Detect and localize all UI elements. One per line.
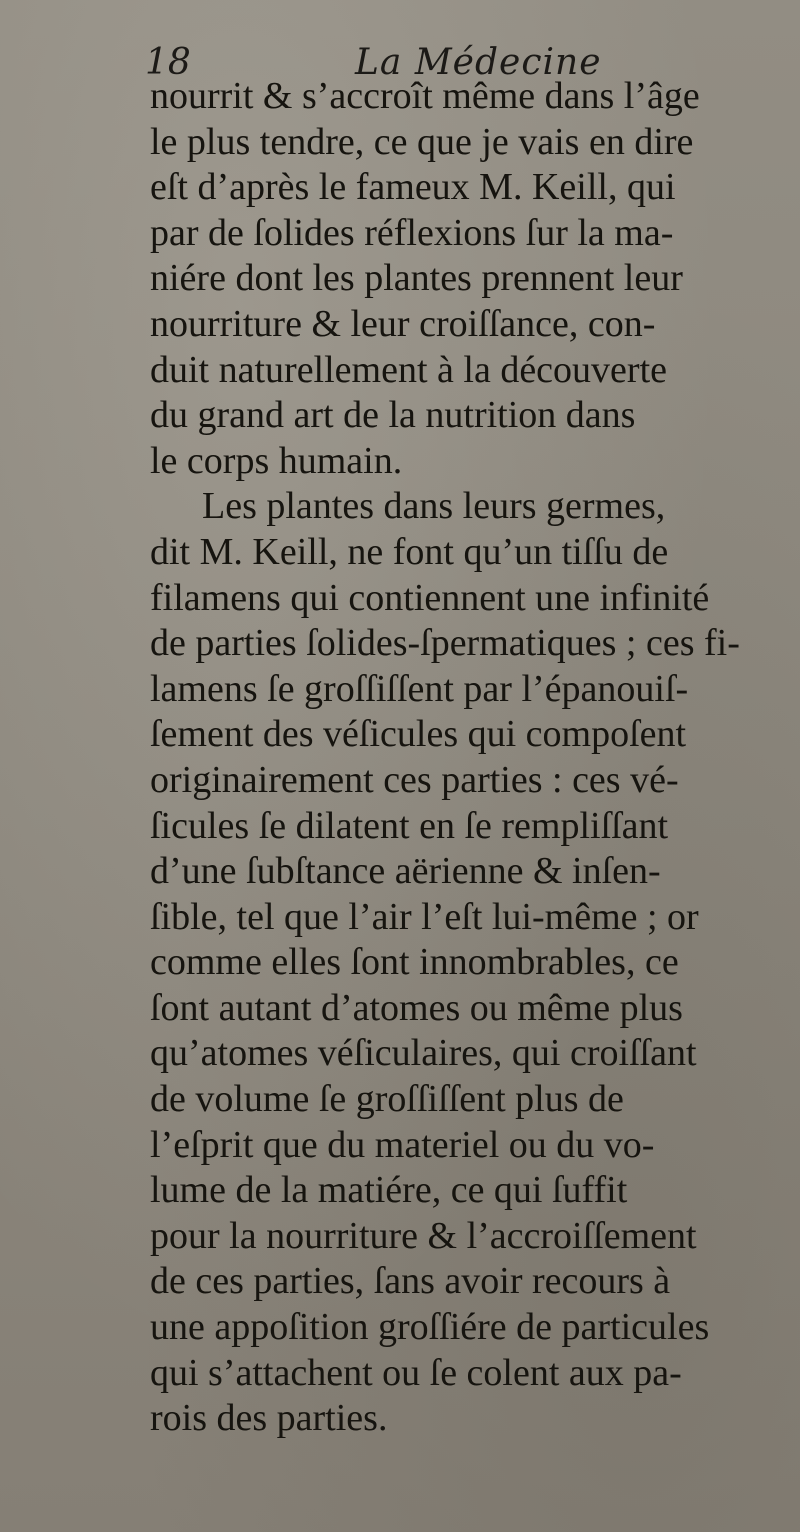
text-line: lume de la matiére, ce qui ſuffit — [150, 1169, 628, 1212]
text-line: niére dont les plantes prennent leur — [150, 257, 683, 300]
text-line: comme elles ſont innombrables, ce — [150, 941, 679, 984]
text-line: ſont autant d’atomes ou même plus — [150, 986, 683, 1029]
text-line: de parties ſolides-ſpermatiques ; ces fi- — [150, 622, 740, 665]
text-line: du grand art de la nutrition dans — [150, 394, 636, 437]
text-line: duit naturellement à la découverte — [150, 348, 667, 391]
running-title: La Médecine — [355, 42, 602, 83]
text-line: le corps humain. — [150, 439, 403, 482]
text-line: d’une ſubſtance aërienne & inſen- — [150, 850, 661, 893]
text-line: de volume ſe groſſiſſent plus de — [150, 1078, 624, 1121]
text-line: lamens ſe groſſiſſent par l’épanouiſ- — [150, 667, 689, 710]
text-line: ſement des véſicules qui compoſent — [150, 713, 687, 756]
text-line: eſt d’après le fameux M. Keill, qui — [150, 166, 676, 209]
text-line: filamens qui contiennent une infinité — [150, 576, 710, 619]
text-line: originairement ces parties : ces vé- — [150, 758, 679, 801]
text-line: pour la nourriture & l’accroiſſement — [150, 1214, 697, 1257]
text-line: qui s’attachent ou ſe colent aux pa- — [150, 1351, 682, 1394]
text-line: nourrit & s’accroît même dans l’âge — [150, 75, 700, 117]
paragraph-start-line: Les plantes dans leurs germes, — [202, 485, 666, 528]
text-line: une appoſition groſſiére de particules — [150, 1306, 710, 1349]
page-number: 18 — [145, 42, 191, 83]
text-line: qu’atomes véſiculaires, qui croiſſant — [150, 1032, 697, 1075]
text-line: l’eſprit que du materiel ou du vo- — [150, 1123, 655, 1166]
text-line: ſicules ſe dilatent en ſe rempliſſant — [150, 804, 669, 847]
text-line: rois des parties. — [150, 1397, 388, 1440]
text-line: le plus tendre, ce que je vais en dire — [150, 120, 694, 163]
text-line: par de ſolides réflexions ſur la ma- — [150, 211, 674, 254]
text-line: ſible, tel que l’air l’eſt lui-même ; or — [150, 895, 699, 938]
text-line: dit M. Keill, ne font qu’un tiſſu de — [150, 530, 669, 573]
text-line: de ces parties, ſans avoir recours à — [150, 1260, 671, 1303]
text-line: nourriture & leur croiſſance, con- — [150, 302, 656, 345]
body-text — [150, 74, 800, 1442]
